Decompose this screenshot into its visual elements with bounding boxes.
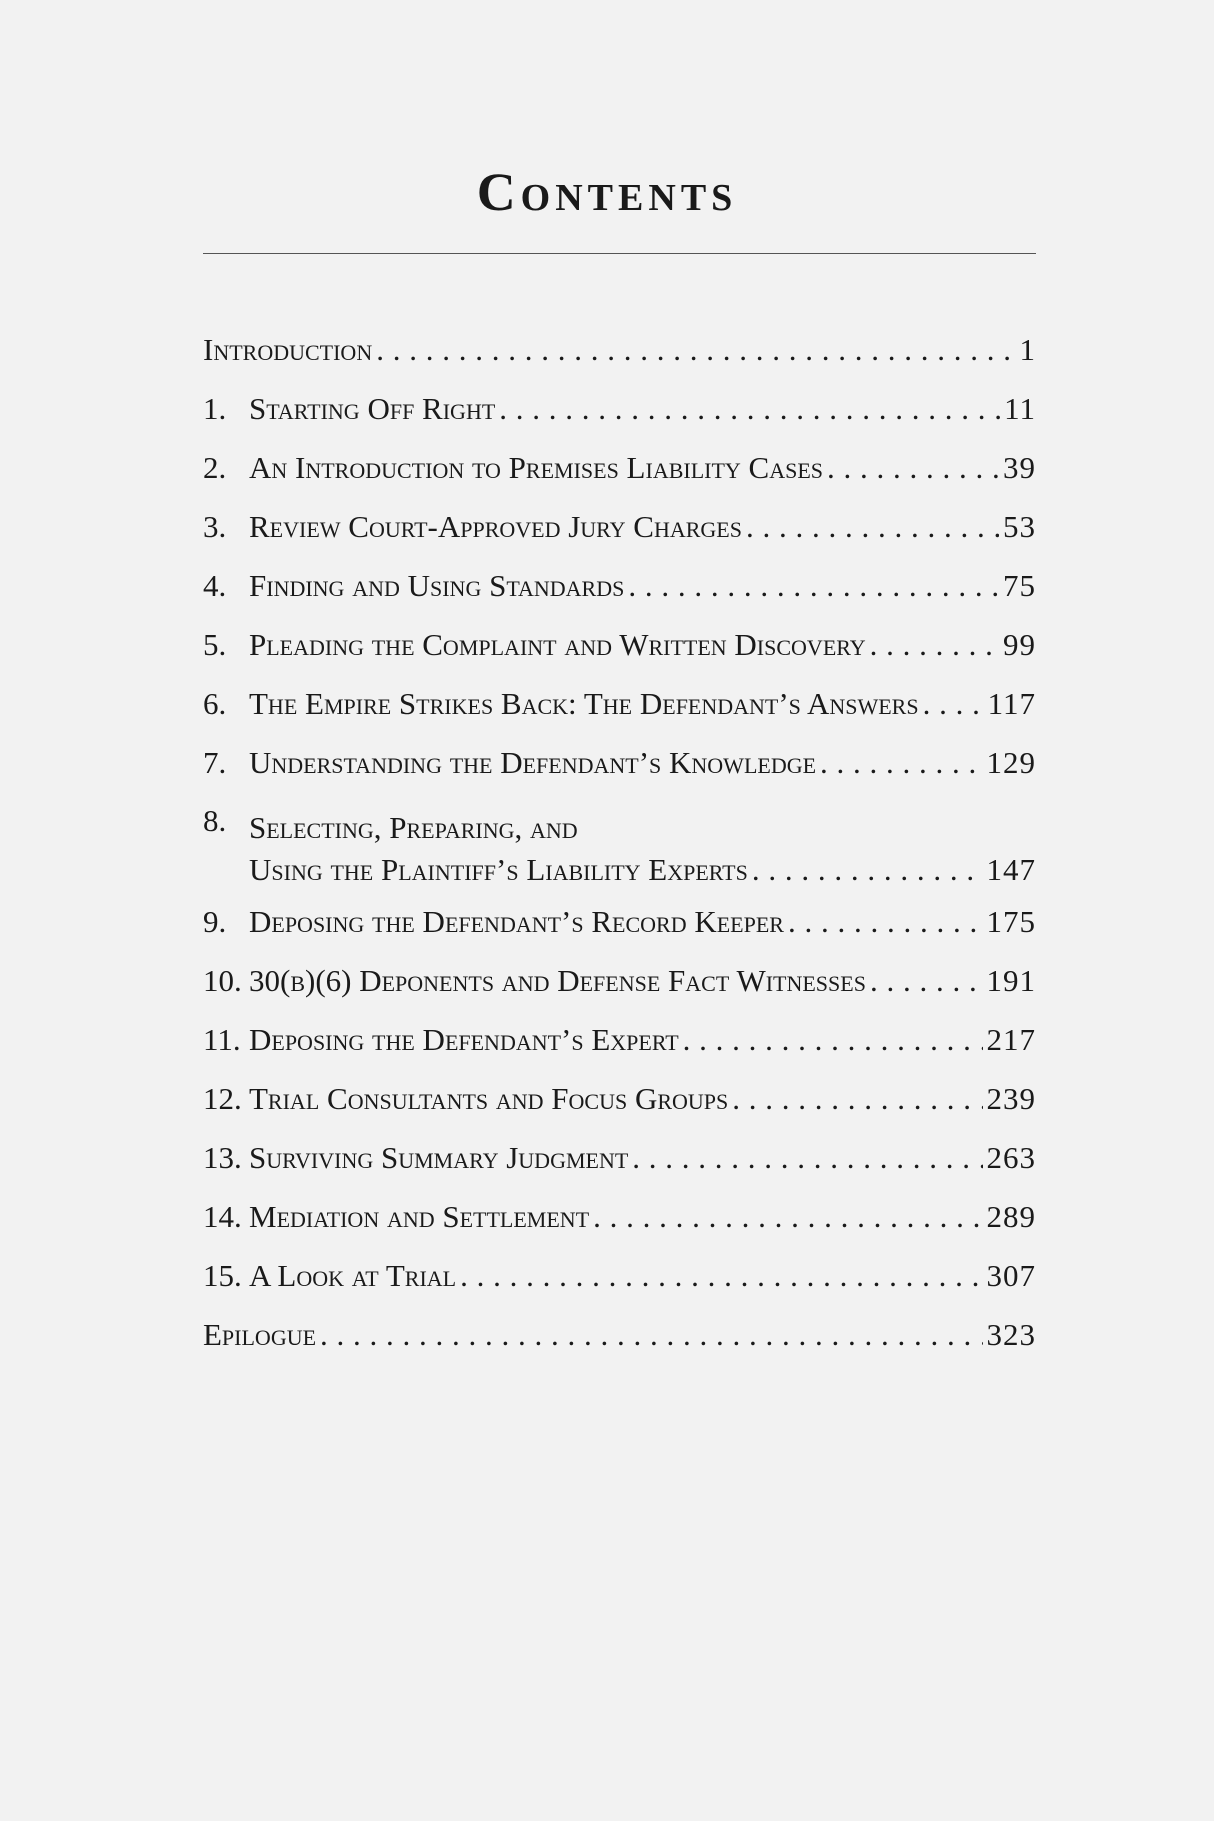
toc-entry-number: 10. bbox=[203, 963, 242, 998]
toc-entry-number: 13. bbox=[203, 1140, 242, 1175]
page-title: Contents bbox=[476, 162, 738, 222]
toc-entry-body bbox=[249, 807, 1036, 892]
toc-entry-page: 147 bbox=[986, 852, 1036, 887]
dot-leader bbox=[746, 497, 999, 556]
toc-entry-title: Mediation and Settlement bbox=[249, 1199, 590, 1234]
toc-entry-chapter-7[interactable] bbox=[203, 733, 1036, 792]
toc-entry-epilogue[interactable] bbox=[203, 1305, 1036, 1364]
toc-entry-chapter-5[interactable] bbox=[203, 615, 1036, 674]
toc-entry-title: Pleading the Complaint and Written Discovery bbox=[249, 627, 866, 662]
toc-entry-title: Epilogue bbox=[203, 1317, 317, 1352]
toc-entry-title: Understanding the Defendant’s Knowledge bbox=[249, 745, 817, 780]
dot-leader bbox=[827, 438, 999, 497]
toc-entry-number: 11. bbox=[203, 1022, 241, 1057]
dot-leader bbox=[820, 733, 982, 792]
dot-leader bbox=[683, 1010, 983, 1069]
toc-entry-number: 6. bbox=[203, 686, 227, 721]
toc-entry-chapter-14[interactable] bbox=[203, 1187, 1036, 1246]
toc-entry-page: 239 bbox=[986, 1081, 1036, 1116]
toc-entry-number: 8. bbox=[203, 803, 227, 838]
toc-entry-number: 5. bbox=[203, 627, 227, 662]
dot-leader bbox=[632, 1128, 982, 1187]
toc-entry-number: 3. bbox=[203, 509, 227, 544]
toc-entry-number: 15. bbox=[203, 1258, 242, 1293]
dot-leader bbox=[870, 951, 983, 1010]
toc-entry-page: 323 bbox=[986, 1317, 1036, 1352]
toc-entry-title: Review Court-Approved Jury Charges bbox=[249, 509, 742, 544]
dot-leader bbox=[376, 320, 1015, 379]
toc-entry-title: Deposing the Defendant’s Expert bbox=[249, 1022, 679, 1057]
toc-entry-title: 30(b)(6) Deponents and Defense Fact Witnesses bbox=[249, 963, 866, 998]
toc-entry-title: An Introduction to Premises Liability Cases bbox=[249, 450, 824, 485]
toc-entry-page: 53 bbox=[1003, 509, 1036, 544]
toc-entry-title: Starting Off Right bbox=[249, 391, 496, 426]
dot-leader bbox=[499, 379, 1000, 438]
toc-entry-chapter-1[interactable] bbox=[203, 379, 1036, 438]
dot-leader bbox=[923, 674, 984, 733]
toc-entry-number: 14. bbox=[203, 1199, 242, 1234]
dot-leader bbox=[732, 1069, 982, 1128]
toc-entry-chapter-15[interactable] bbox=[203, 1246, 1036, 1305]
toc-entry-number: 4. bbox=[203, 568, 227, 603]
toc-entry-chapter-4[interactable] bbox=[203, 556, 1036, 615]
dot-leader bbox=[788, 892, 983, 951]
toc-entry-chapter-3[interactable] bbox=[203, 497, 1036, 556]
toc-entry-chapter-8[interactable] bbox=[203, 792, 1036, 892]
toc-entry-page: 99 bbox=[1003, 627, 1036, 662]
toc-entry-title: A Look at Trial bbox=[249, 1258, 457, 1293]
toc-entry-title: Deposing the Defendant’s Record Keeper bbox=[249, 904, 784, 939]
table-of-contents bbox=[203, 320, 1036, 1364]
dot-leader bbox=[752, 848, 983, 892]
toc-entry-title-line-2: Using the Plaintiff’s Liability Experts bbox=[249, 852, 748, 887]
toc-entry-number: 12. bbox=[203, 1081, 242, 1116]
toc-entry-page: 175 bbox=[986, 904, 1036, 939]
toc-entry-second-line bbox=[249, 848, 1036, 892]
toc-entry-number: 2. bbox=[203, 450, 227, 485]
toc-entry-chapter-9[interactable] bbox=[203, 892, 1036, 951]
toc-entry-title: Introduction bbox=[203, 332, 373, 367]
toc-entry-chapter-13[interactable] bbox=[203, 1128, 1036, 1187]
toc-entry-page: 117 bbox=[987, 686, 1036, 721]
toc-entry-title: Surviving Summary Judgment bbox=[249, 1140, 629, 1175]
toc-entry-chapter-12[interactable] bbox=[203, 1069, 1036, 1128]
toc-entry-page: 1 bbox=[1019, 332, 1036, 367]
toc-entry-page: 263 bbox=[986, 1140, 1036, 1175]
toc-entry-page: 217 bbox=[986, 1022, 1036, 1057]
toc-entry-page: 191 bbox=[986, 963, 1036, 998]
toc-entry-page: 75 bbox=[1003, 568, 1036, 603]
toc-entry-number: 7. bbox=[203, 745, 227, 780]
toc-entry-number: 1. bbox=[203, 391, 227, 426]
toc-entry-number: 9. bbox=[203, 904, 227, 939]
toc-entry-title-line-1: Selecting, Preparing, and bbox=[249, 810, 578, 845]
dot-leader bbox=[628, 556, 999, 615]
toc-entry-chapter-6[interactable] bbox=[203, 674, 1036, 733]
dot-leader bbox=[320, 1305, 982, 1364]
toc-entry-page: 307 bbox=[986, 1258, 1036, 1293]
toc-entry-page: 129 bbox=[986, 745, 1036, 780]
toc-entry-title: Finding and Using Standards bbox=[249, 568, 625, 603]
toc-entry-page: 39 bbox=[1003, 450, 1036, 485]
toc-entry-chapter-2[interactable] bbox=[203, 438, 1036, 497]
dot-leader bbox=[870, 615, 999, 674]
dot-leader bbox=[593, 1187, 982, 1246]
toc-entry-introduction[interactable] bbox=[203, 320, 1036, 379]
toc-entry-page: 11 bbox=[1004, 391, 1036, 426]
toc-entry-title: Trial Consultants and Focus Groups bbox=[249, 1081, 729, 1116]
toc-entry-chapter-10[interactable] bbox=[203, 951, 1036, 1010]
dot-leader bbox=[460, 1246, 982, 1305]
toc-entry-title: The Empire Strikes Back: The Defendant’s Answers bbox=[249, 686, 919, 721]
title-divider bbox=[203, 253, 1036, 254]
toc-entry-page: 289 bbox=[986, 1199, 1036, 1234]
toc-entry-chapter-11[interactable] bbox=[203, 1010, 1036, 1069]
